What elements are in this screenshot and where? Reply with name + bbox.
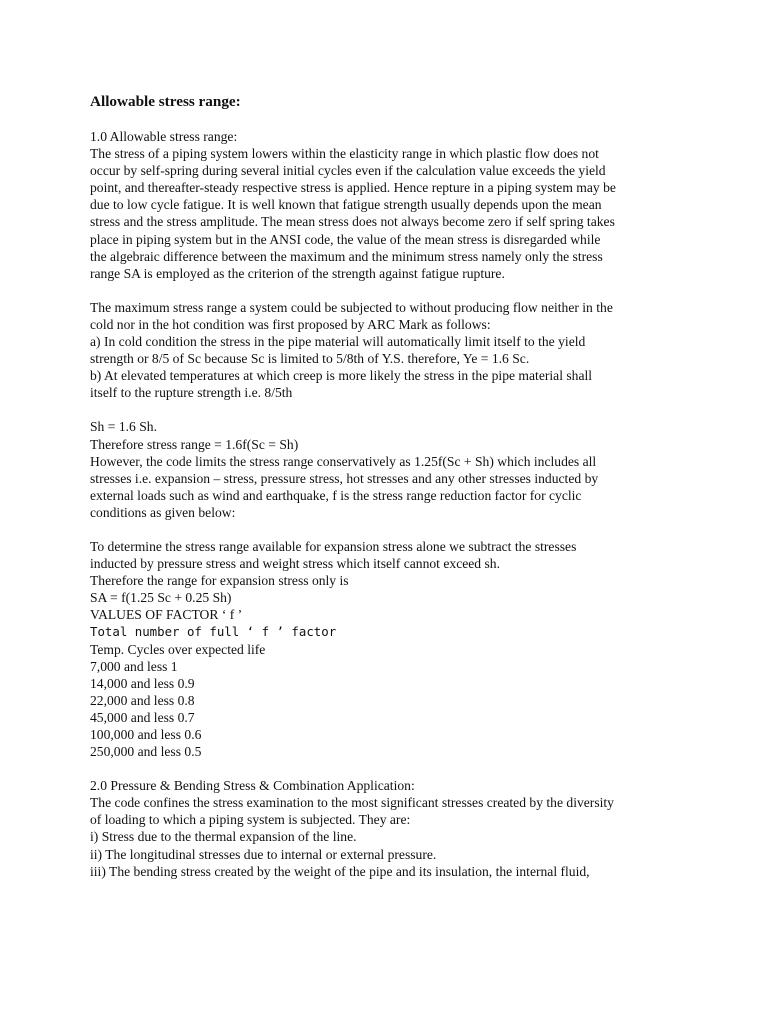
factor-table-column-label: Temp. Cycles over expected life: [90, 641, 266, 657]
paragraph-line: place in piping system but in the ANSI code, the value of the mean stress is disregarded while: [90, 231, 601, 247]
document-title: Allowable stress range:: [90, 93, 241, 110]
list-item: i) Stress due to the thermal expansion of the line.: [90, 829, 357, 845]
paragraph-line: the algebraic difference between the maximum and the minimum stress namely only the stress: [90, 248, 603, 264]
factor-table-row: 14,000 and less 0.9: [90, 675, 195, 691]
list-item: iii) The bending stress created by the weight of the pipe and its insulation, the internal fluid,: [90, 863, 590, 879]
paragraph-stress-range: [90, 418, 680, 521]
paragraph-line: occur by self-spring during several initial cycles even if the calculation value exceeds the yield: [90, 163, 606, 179]
factor-table-row: 22,000 and less 0.8: [90, 692, 195, 708]
list-item: ii) The longitudinal stresses due to internal or external pressure.: [90, 846, 437, 862]
paragraph-arc-mark: [90, 299, 680, 402]
factor-table-row: 45,000 and less 0.7: [90, 709, 195, 725]
paragraph-line: The maximum stress range a system could be subjected to without producing flow neither in the: [90, 299, 613, 315]
paragraph-line: inducted by pressure stress and weight stress which itself cannot exceed sh.: [90, 556, 500, 572]
paragraph-line: itself to the rupture strength i.e. 8/5th: [90, 385, 293, 401]
formula-line: SA = f(1.25 Sc + 0.25 Sh): [90, 590, 232, 606]
section-1: [90, 128, 680, 282]
paragraph-line: Sh = 1.6 Sh.: [90, 419, 157, 435]
section-1-heading: 1.0 Allowable stress range:: [90, 129, 238, 144]
paragraph-line: conditions as given below:: [90, 504, 236, 520]
factor-table-row: 7,000 and less 1: [90, 658, 178, 674]
paragraph-line: To determine the stress range available for expansion stress alone we subtract the stresses: [90, 538, 577, 554]
paragraph-line: external loads such as wind and earthquake, f is the stress range reduction factor for cyclic: [90, 487, 582, 503]
paragraph-line: The stress of a piping system lowers within the elasticity range in which plastic flow does not: [90, 146, 599, 162]
document-body: [90, 93, 680, 897]
paragraph-line: Therefore the range for expansion stress only is: [90, 573, 349, 589]
paragraph-line: a) In cold condition the stress in the pipe material will automatically limit itself to the yield: [90, 334, 586, 350]
paragraph-line: range SA is employed as the criterion of the strength against fatigue rupture.: [90, 265, 505, 281]
paragraph-line: stresses i.e. expansion – stress, pressure stress, hot stresses and any other stresses inducted by: [90, 470, 599, 486]
paragraph-line: Therefore stress range = 1.6f(Sc = Sh): [90, 436, 299, 452]
factor-table-subheading: Total number of full ‘ f ’ factor: [90, 624, 337, 640]
factor-table-row: 250,000 and less 0.5: [90, 744, 202, 760]
paragraph-line: of loading to which a piping system is subjected. They are:: [90, 812, 411, 828]
paragraph-line: However, the code limits the stress range conservatively as 1.25f(Sc + Sh) which includes all: [90, 453, 597, 469]
paragraph-line: point, and thereafter-steady respective stress is applied. Hence repture in a piping system may be: [90, 180, 616, 196]
paragraph-line: The code confines the stress examination to the most significant stresses created by the diversity: [90, 795, 614, 811]
paragraph-expansion-stress: [90, 538, 680, 760]
section-2-heading: 2.0 Pressure & Bending Stress & Combination Application:: [90, 778, 415, 794]
paragraph-line: strength or 8/5 of Sc because Sc is limited to 5/8th of Y.S. therefore, Ye = 1.6 Sc.: [90, 351, 530, 367]
paragraph-line: due to low cycle fatigue. It is well known that fatigue strength usually depends upon the mean: [90, 197, 602, 213]
factor-table-heading: VALUES OF FACTOR ‘ f ’: [90, 607, 243, 623]
paragraph-line: b) At elevated temperatures at which creep is more likely the stress in the pipe material shall: [90, 368, 593, 384]
paragraph-line: stress and the stress amplitude. The mean stress does not always become zero if self spring takes: [90, 214, 615, 230]
paragraph-line: cold nor in the hot condition was first proposed by ARC Mark as follows:: [90, 316, 491, 332]
section-2: [90, 777, 680, 880]
factor-table-row: 100,000 and less 0.6: [90, 727, 202, 742]
